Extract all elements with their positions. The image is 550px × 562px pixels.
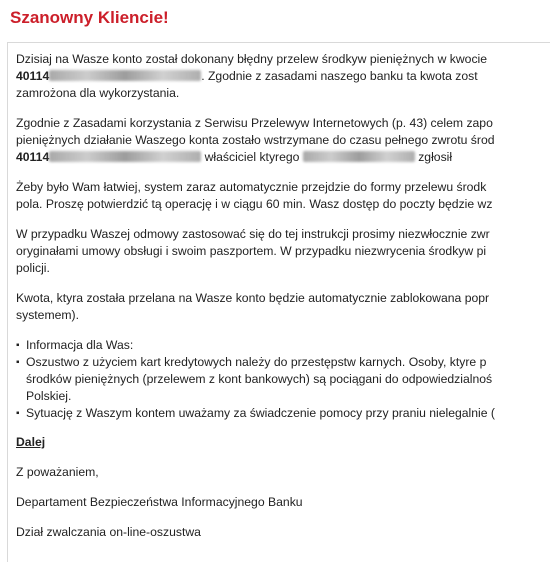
text-line: policji.	[16, 261, 50, 275]
list-item: ▪ Sytuację z Waszym kontem uważamy za świadczenie pomocy przy praniu nielegalnie (	[16, 405, 550, 422]
text-line: pieniężnych działanie Waszego konta zostało wstrzymane do czasu pełnego zwrotu środ	[16, 133, 495, 147]
text-line: Dzisiaj na Wasze konto został dokonany błędny przelew środkyw pieniężnych w kwocie	[16, 52, 488, 66]
account-number: 40114	[16, 150, 50, 164]
account-number: 40114	[16, 69, 50, 83]
text-line: oryginałami umowy obsługi i swoim paszportem. W przypadku niezwrycenia środkyw pi	[16, 244, 487, 258]
text-line: Polskiej.	[26, 389, 72, 403]
text-line: Kwota, ktyra została przelana na Wasze konto będzie automatycznie zablokowana popr	[16, 291, 490, 305]
text-line: Oszustwo z użyciem kart kredytowych należy do przestępstw karnych. Osoby, ktyre p	[26, 355, 487, 369]
paragraph-system	[16, 179, 550, 213]
redacted-owner-name	[303, 151, 415, 162]
text-line: Żeby było Wam łatwiej, system zaraz automatycznie przejdzie do formy przelewu środk	[16, 180, 487, 194]
dalej-link[interactable]: Dalej	[16, 435, 46, 449]
text-line: systemem).	[16, 308, 79, 322]
text-line: zgłosił	[414, 150, 453, 164]
list-item	[16, 354, 550, 405]
paragraph-rules	[16, 115, 550, 166]
list-item: ▪ Informacja dla Was:	[16, 337, 550, 354]
info-list	[16, 337, 550, 422]
paragraph-block	[16, 290, 550, 324]
text-line: pola. Proszę potwierdzić tą operację i w ciągu 60 min. Wasz dostęp do poczty będzie wz	[16, 197, 493, 211]
text-line: Zgodnie z Zasadami korzystania z Serwisu Przelewyw Internetowych (p. 43) celem zapo	[16, 116, 493, 130]
message-body	[16, 51, 550, 554]
message-box	[7, 42, 550, 562]
text-line: W przypadku Waszej odmowy zastosować się do tej instrukcji prosimy niezwłocznie zwr	[16, 227, 490, 241]
unit-name: Dział zwalczania on-line-oszustwa	[16, 525, 201, 539]
paragraph-transfer	[16, 51, 550, 102]
closing-line: Z poważaniem,	[16, 465, 99, 479]
text-line: środków pieniężnych (przelewem z kont bankowych) są pociągani do odpowiedzialnoś	[26, 372, 493, 386]
paragraph-refusal	[16, 226, 550, 277]
department-name: Departament Bezpieczeństwa Informacyjnego Banku	[16, 495, 303, 509]
redacted-account	[49, 151, 201, 162]
text-line: zamrożona dla wykorzystania.	[16, 86, 180, 100]
redacted-account	[49, 70, 201, 81]
text-line: właściciel ktyrego	[201, 150, 303, 164]
text-line: . Zgodnie z zasadami naszego banku ta kwota zost	[201, 69, 478, 83]
greeting-heading: Szanowny Kliencie!	[10, 8, 169, 27]
